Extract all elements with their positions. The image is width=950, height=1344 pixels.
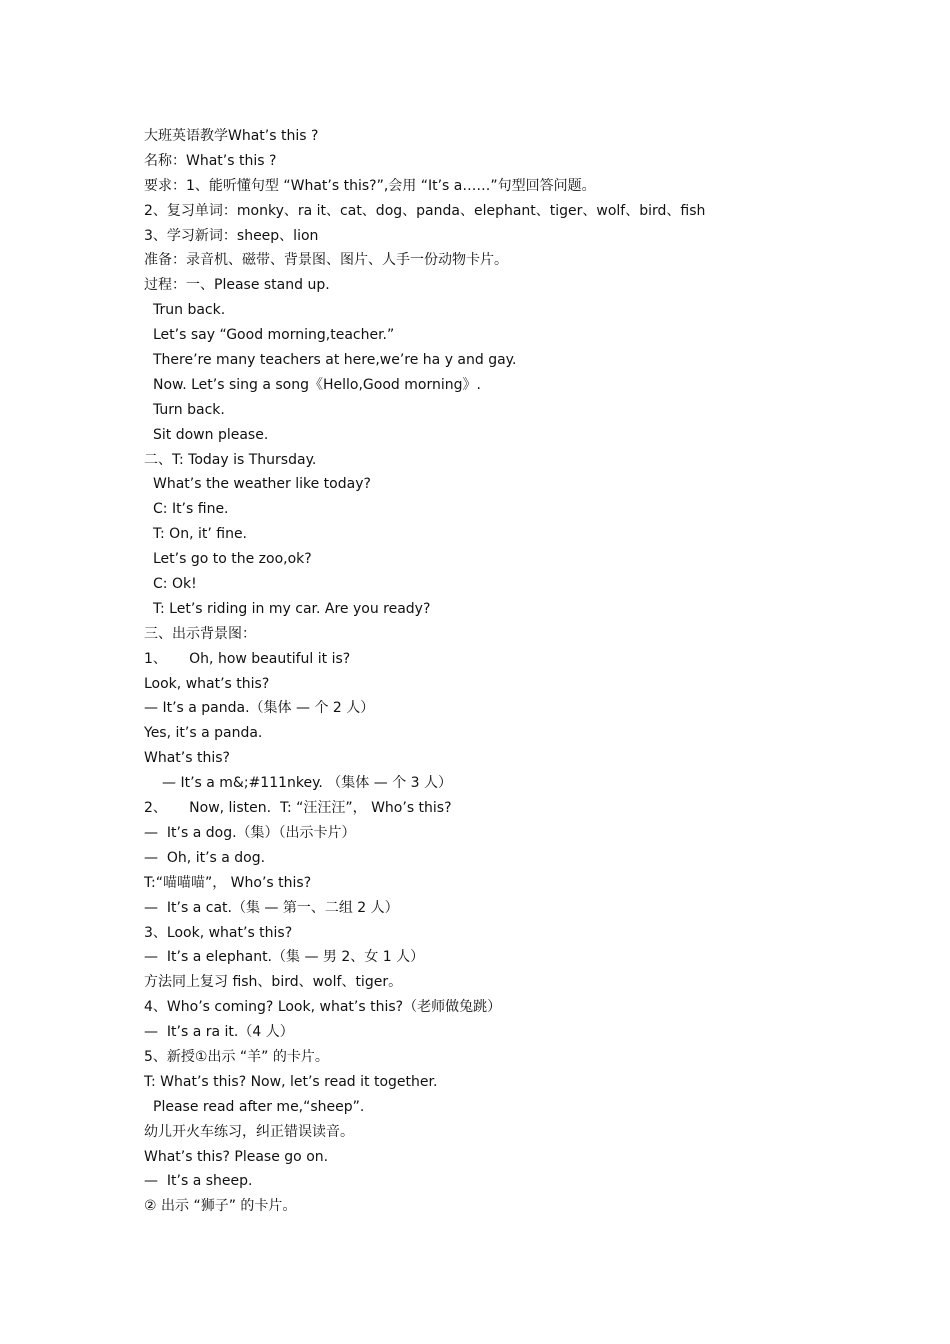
- doc-line: What’s this? Please go on.: [144, 1148, 329, 1165]
- doc-line: Look, what’s this?: [144, 675, 270, 692]
- doc-line: 幼儿开火车练习，纠正错误读音。: [144, 1123, 354, 1140]
- doc-line: — Oh, it’s a dog.: [144, 849, 266, 866]
- doc-line-name: 名称：What’s this ?: [144, 152, 277, 169]
- doc-line: Turn back.: [153, 401, 225, 418]
- doc-item-5: 5、新授①出示 “羊” 的卡片。: [144, 1048, 329, 1065]
- doc-line: Let’s go to the zoo,ok?: [153, 551, 312, 568]
- doc-line: C: It’s fine.: [153, 501, 229, 518]
- doc-line: — It’s a ra it.（4 人）: [144, 1024, 294, 1041]
- doc-line: T: What’s this? Now, let’s read it together.: [144, 1073, 438, 1090]
- doc-line: C: Ok!: [153, 576, 197, 593]
- doc-line-preparation: 准备：录音机、磁带、背景图、图片、人手一份动物卡片。: [144, 252, 508, 269]
- doc-line: Let’s say “Good morning,teacher.”: [153, 327, 395, 344]
- doc-line: What’s the weather like today?: [153, 476, 371, 493]
- doc-line: Trun back.: [153, 302, 226, 319]
- doc-line-requirement: 要求：1、能听懂句型 “What’s this?”,会用 “It’s a……”句型回答问题。: [144, 177, 596, 194]
- doc-item-1: 1、 Oh, how beautiful it is?: [144, 650, 351, 667]
- doc-line: Yes, it’s a panda.: [144, 725, 263, 742]
- doc-title: 大班英语教学What’s this ?: [144, 128, 319, 144]
- doc-line-new-words: 3、学习新词：sheep、lion: [144, 227, 319, 244]
- doc-line: T:“喵喵喵”， Who’s this?: [144, 874, 312, 891]
- doc-line: — It’s a panda.（集体 — 个 2 人）: [144, 700, 375, 717]
- doc-line: T: On, it’ fine.: [153, 526, 248, 543]
- doc-line: There’re many teachers at here,we’re ha y and gay.: [153, 352, 517, 369]
- doc-line-review-words: 2、复习单词：monky、ra it、cat、dog、panda、elephant、tiger、wolf、bird、fish: [144, 202, 706, 219]
- doc-line: — It’s a cat.（集 — 第一、二组 2 人）: [144, 899, 399, 916]
- doc-line: 方法同上复习 fish、bird、wolf、tiger。: [144, 974, 403, 991]
- doc-line: — It’s a sheep.: [144, 1173, 253, 1190]
- doc-line: What’s this?: [144, 750, 230, 767]
- doc-line: — It’s a m&;#111nkey. （集体 — 个 3 人）: [162, 775, 453, 792]
- document-body: [144, 124, 844, 1219]
- doc-line-process: 过程：一、Please stand up.: [144, 277, 330, 294]
- doc-line: — It’s a elephant.（集 — 男 2、女 1 人）: [144, 949, 425, 966]
- doc-section-three: 三、出示背景图：: [144, 625, 256, 642]
- doc-line: T: Let’s riding in my car. Are you ready?: [153, 600, 431, 617]
- doc-line: Now. Let’s sing a song《Hello,Good morning》.: [153, 376, 481, 393]
- doc-line: — It’s a dog.（集）（出示卡片）: [144, 824, 356, 841]
- doc-section-two: 二、T: Today is Thursday.: [144, 451, 317, 468]
- doc-item-3: 3、Look, what’s this?: [144, 924, 293, 941]
- doc-item-2: 2、 Now, listen. T: “汪汪汪”， Who’s this?: [144, 800, 452, 817]
- doc-line: Sit down please.: [153, 426, 269, 443]
- doc-item-4: 4、Who’s coming? Look, what’s this?（老师做兔跳）: [144, 999, 502, 1016]
- doc-line: ② 出示 “狮子” 的卡片。: [144, 1198, 297, 1215]
- doc-line: Please read after me,“sheep”.: [153, 1098, 365, 1115]
